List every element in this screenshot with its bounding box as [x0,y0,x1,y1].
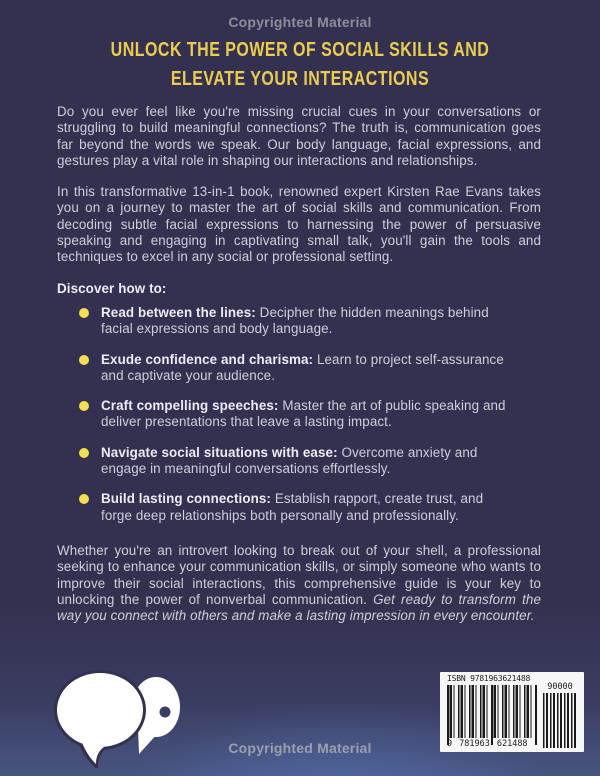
bullet-content [101,445,507,478]
copyright-notice-top: Copyrighted Material [228,14,372,30]
bullet-dot-icon [79,448,89,458]
headline-line-1: UNLOCK THE POWER OF SOCIAL SKILLS AND [110,39,490,61]
headline-line-2: ELEVATE YOUR INTERACTIONS [170,68,430,90]
bullet-dot-icon [79,401,89,411]
bullet-lead: Craft compelling speeches: [101,398,279,414]
back-cover-copy [57,104,541,624]
bullet-lead: Navigate social situations with ease: [101,444,338,460]
barcode-digits [447,739,537,749]
barcode-digit-group: 781963 [459,739,490,749]
supplement-barcode-bars [543,693,577,748]
bubble-dot [160,707,171,718]
list-item [57,352,541,385]
bullet-content [101,398,507,431]
intro-paragraph: Do you ever feel like you're missing crucial cues in your conversations or struggling to build meaningful connections? The truth is, communication goes far beyond the words we speak. Our body language, facial expressions, and gestures play a vital role in shaping our interactions and relationships. [57,104,541,168]
isbn-label: ISBN 9781963621488 [447,674,531,683]
bullet-description: Master the art of public speaking and deliver presentations that leave a lasting impact. [101,398,506,430]
list-item [57,445,541,478]
isbn-barcode [440,672,584,752]
bullet-dot-icon [79,355,89,365]
copyright-notice-bottom: Copyrighted Material [228,740,372,756]
closing-regular-text: Whether you're an introvert looking to break out of your shell, a professional seeking to enhance your communication skills, or simply someone who wants to improve their social interactions, this comprehensive guide is your key to unlocking the power of nonverbal communication. [57,542,541,607]
bullet-dot-icon [79,494,89,504]
barcode-guard-bar [447,685,449,745]
price-code: 90000 [547,682,573,692]
list-item [57,305,541,338]
bullet-description: Overcome anxiety and engage in meaningful conversations effortlessly. [101,444,478,477]
bullet-description: Establish rapport, create trust, and forge deep relationships both personally and professionally. [101,491,484,523]
bullet-lead: Exude confidence and charisma: [101,351,314,367]
headline [60,36,540,94]
bullet-description: Decipher the hidden meanings behind facial expressions and body language. [101,304,489,337]
description-paragraph: In this transformative 13-in-1 book, renowned expert Kirsten Rae Evans takes you on a journey to master the art of social skills and communication. From decoding subtle facial expressions to harnessing the power of persuasive speaking and engaging in captivating small talk, you'll gain the tools and techniques to excel in any social or professional setting. [57,184,541,265]
barcode-guard-bar [535,685,537,745]
bullet-content [101,352,507,385]
barcode-guard-bar [491,685,493,745]
discover-heading: Discover how to: [57,280,167,296]
bullet-dot-icon [79,308,89,318]
closing-italic-text: Get ready to transform the way you connect with others and make a lasting impression in every encounter. [57,591,541,624]
bullet-content [101,491,507,524]
benefits-list [57,305,541,524]
barcode-digit-group: 9 [447,739,453,749]
barcode-digit-group: 621488 [496,739,528,749]
bullet-lead: Build lasting connections: [101,491,271,507]
bullet-content [101,305,507,338]
bullet-description: Learn to project self-assurance and captivate your audience. [101,351,504,383]
closing-paragraph [57,543,541,624]
list-item [57,398,541,431]
list-item [57,491,541,524]
bullet-lead: Read between the lines: [101,304,256,320]
